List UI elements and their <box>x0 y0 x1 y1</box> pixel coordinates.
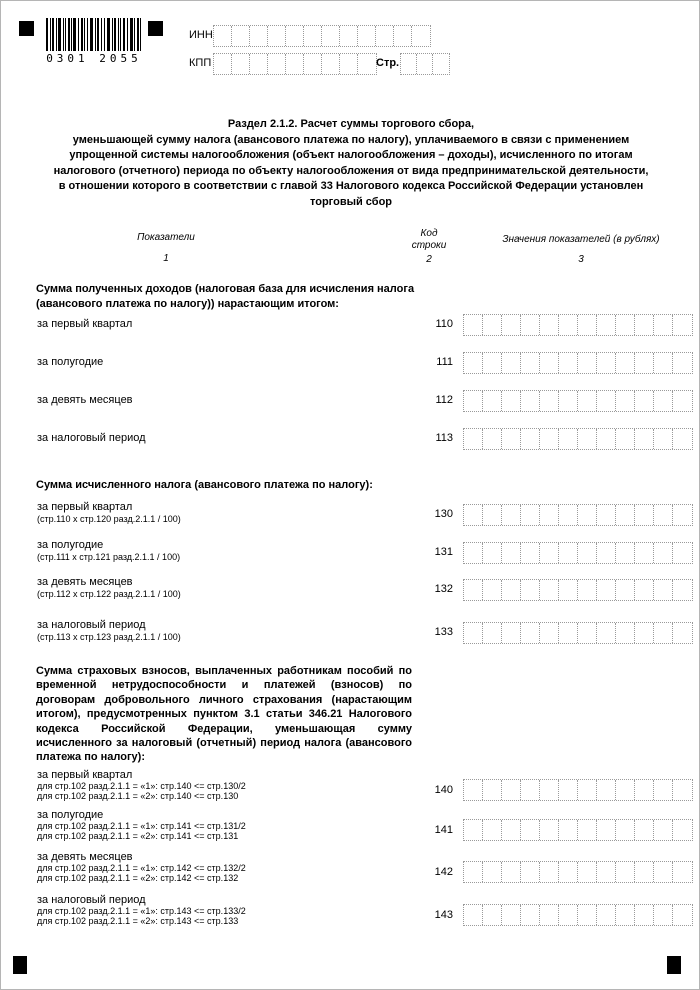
section1-heading <box>36 282 466 312</box>
title-line: Раздел 2.1.2. Расчет суммы торгового сбора, <box>227 118 475 130</box>
inn-label: ИНН <box>189 29 213 41</box>
section1-heading-line2: (авансового платежа по налогу)) нарастающим итогом: <box>36 298 339 310</box>
value-field-110[interactable] <box>463 314 693 336</box>
registration-mark <box>19 21 34 36</box>
value-field-133[interactable] <box>463 622 693 644</box>
page-number-field[interactable] <box>400 53 450 75</box>
value-field-112[interactable] <box>463 390 693 412</box>
barcode-digits: 0301 2055 <box>46 52 142 65</box>
section1-heading-line1: Сумма полученных доходов (налоговая база для исчисления налога <box>36 283 415 295</box>
title-line: налогового (отчетного) периода по объекту налогообложения от вида предпринимательской деятельности, <box>53 164 649 177</box>
row-condition1-142: для стр.102 разд.2.1.1 = «1»: стр.142 <= стр.132/2 <box>37 863 246 873</box>
value-field-142[interactable] <box>463 861 693 883</box>
column-header-code-line1: Код <box>420 228 438 239</box>
value-field-143[interactable] <box>463 904 693 926</box>
column-number-3: 3 <box>578 254 584 265</box>
row-code-113: 113 <box>435 432 453 444</box>
row-formula-130: (стр.110 х стр.120 разд.2.1.1 / 100) <box>37 514 181 524</box>
kpp-label: КПП <box>189 57 212 69</box>
section-title <box>21 117 681 211</box>
value-field-131[interactable] <box>463 542 693 564</box>
row-label-132: за девять месяцев <box>37 576 133 588</box>
value-field-113[interactable] <box>463 428 693 450</box>
row-label-133: за налоговый период <box>37 619 146 631</box>
column-number-1: 1 <box>163 253 169 264</box>
row-condition2-141: для стр.102 разд.2.1.1 = «2»: стр.141 <= стр.131 <box>37 831 239 841</box>
column-header-indicators: Показатели <box>137 232 195 243</box>
row-label-110: за первый квартал <box>37 318 133 330</box>
row-label-131: за полугодие <box>37 539 104 551</box>
value-field-130[interactable] <box>463 504 693 526</box>
registration-mark <box>148 21 163 36</box>
section3-heading: Сумма страховых взносов, выплаченных работникам пособий по временной нетрудоспособности и платежей (взносов) по договорам добровольного личного страхования (нарастающим итогом), предусмотренных пунктом 3.1 статьи 346.21 Налогового кодекса Российской Федерации, уменьшающая сумму исчисленного за налоговый (отчетный) период налога (авансового платежа по налогу): <box>36 665 412 764</box>
row-label-143: за налоговый период <box>37 894 146 906</box>
row-label-141: за полугодие <box>37 809 104 821</box>
row-condition1-143: для стр.102 разд.2.1.1 = «1»: стр.143 <= стр.133/2 <box>37 906 246 916</box>
row-formula-131: (стр.111 х стр.121 разд.2.1.1 / 100) <box>37 552 181 562</box>
barcode <box>46 18 141 51</box>
row-code-141: 141 <box>434 824 453 836</box>
row-code-143: 143 <box>434 909 453 921</box>
row-code-140: 140 <box>434 784 453 796</box>
value-field-111[interactable] <box>463 352 693 374</box>
value-field-141[interactable] <box>463 819 693 841</box>
column-header-code-line2: строки <box>411 240 447 251</box>
row-label-140: за первый квартал <box>37 769 133 781</box>
row-label-111: за полугодие <box>37 356 104 368</box>
registration-mark <box>667 956 681 974</box>
row-label-142: за девять месяцев <box>37 851 133 863</box>
column-number-2: 2 <box>426 254 432 265</box>
registration-mark <box>13 956 27 974</box>
row-code-131: 131 <box>434 546 453 558</box>
row-code-132: 132 <box>434 583 453 595</box>
row-code-130: 130 <box>434 508 453 520</box>
row-code-112: 112 <box>435 394 453 406</box>
title-line: уменьшающей сумму налога (авансового платежа по налогу), уплачиваемого в связи с применением <box>72 133 630 146</box>
row-condition2-140: для стр.102 разд.2.1.1 = «2»: стр.140 <= стр.130 <box>37 791 239 801</box>
row-formula-133: (стр.113 х стр.123 разд.2.1.1 / 100) <box>37 632 181 642</box>
title-line: в отношении которого в соответствии с главой 33 Налогового кодекса Российской Федерации установлен <box>58 180 644 193</box>
row-label-113: за налоговый период <box>37 432 146 444</box>
row-condition2-142: для стр.102 разд.2.1.1 = «2»: стр.142 <= стр.132 <box>37 873 239 883</box>
row-code-111: 111 <box>436 356 453 368</box>
row-label-112: за девять месяцев <box>37 394 133 406</box>
value-field-132[interactable] <box>463 579 693 601</box>
row-code-142: 142 <box>434 866 453 878</box>
row-condition1-140: для стр.102 разд.2.1.1 = «1»: стр.140 <= стр.130/2 <box>37 781 246 791</box>
row-code-110: 110 <box>435 318 453 330</box>
kpp-field[interactable] <box>213 53 377 75</box>
row-label-130: за первый квартал <box>37 501 133 513</box>
value-field-140[interactable] <box>463 779 693 801</box>
page-number-label: Стр. <box>376 57 400 69</box>
title-line: упрощенной системы налогообложения (объект налогообложения – доходы), исчисленного по итогам <box>69 149 633 162</box>
section2-heading: Сумма исчисленного налога (авансового платежа по налогу): <box>36 479 373 491</box>
row-formula-132: (стр.112 х стр.122 разд.2.1.1 / 100) <box>37 589 181 599</box>
inn-field[interactable] <box>213 25 431 47</box>
column-header-values: Значения показателей (в рублях) <box>502 234 660 245</box>
title-line: торговый сбор <box>309 195 393 208</box>
row-code-133: 133 <box>434 626 453 638</box>
row-condition2-143: для стр.102 разд.2.1.1 = «2»: стр.143 <= стр.133 <box>37 916 239 926</box>
row-condition1-141: для стр.102 разд.2.1.1 = «1»: стр.141 <= стр.131/2 <box>37 821 246 831</box>
